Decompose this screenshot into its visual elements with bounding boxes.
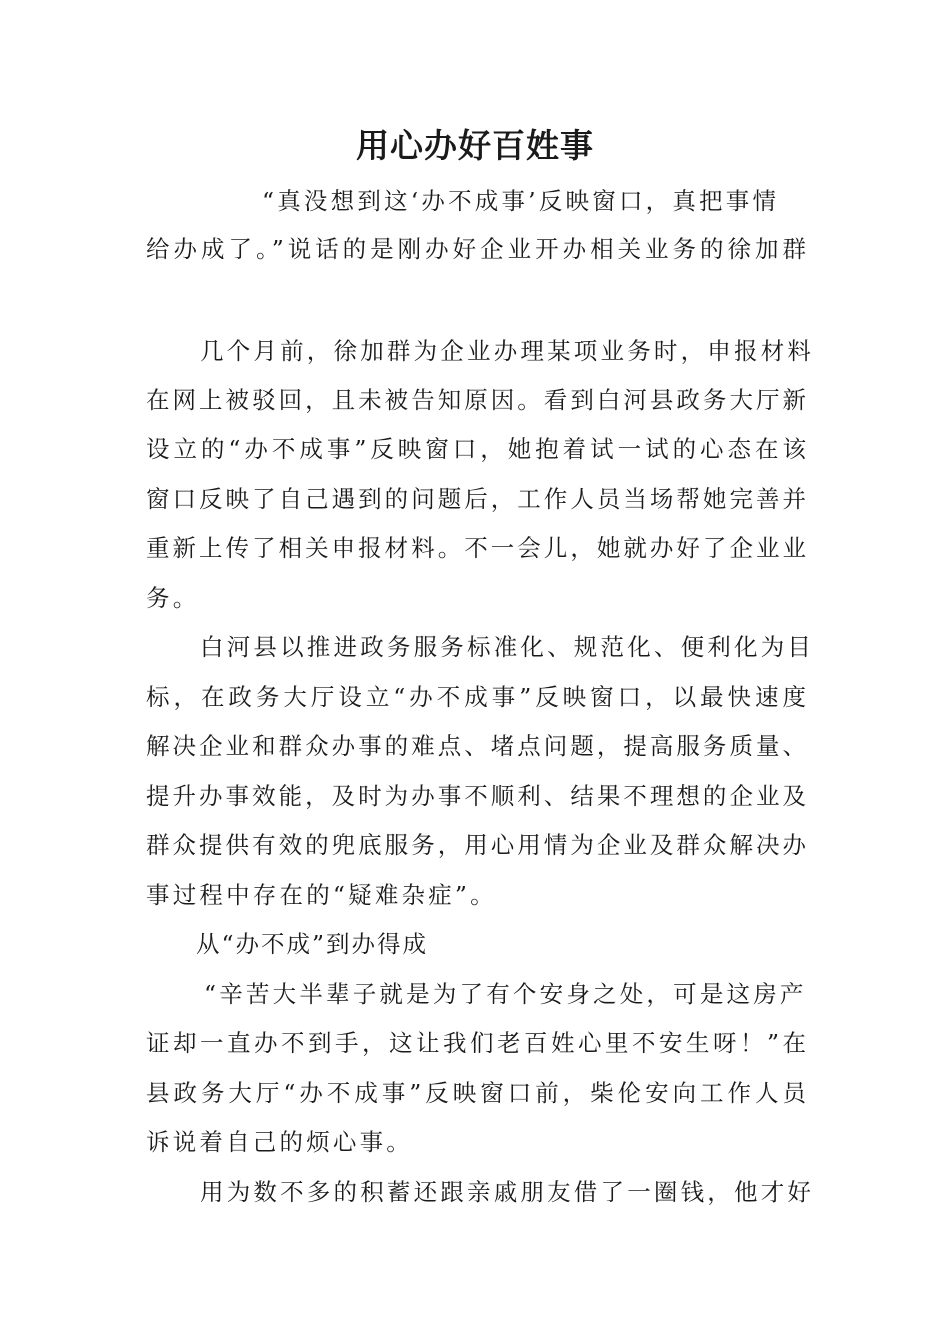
paragraph-line: 诉说着自己的烦心事。 bbox=[146, 1128, 413, 1156]
paragraph-line: 窗口反映了自己遇到的问题后，工作人员当场帮她完善并 bbox=[146, 485, 806, 513]
paragraph-line: “辛苦大半辈子就是为了有个安身之处，可是这房产 bbox=[204, 980, 807, 1008]
paragraph-line: 白河县以推进政务服务标准化、规范化、便利化为目 bbox=[200, 633, 815, 661]
paragraph-line: 重新上传了相关申报材料。不一会儿，她就办好了企业业 bbox=[146, 534, 806, 562]
paragraph-line: 事过程中存在的“疑难杂症”。 bbox=[146, 881, 497, 909]
paragraph-line: 提升办事效能，及时为办事不顺利、结果不理想的企业及 bbox=[146, 782, 806, 810]
paragraph-line: 设立的“办不成事”反映窗口，她抱着试一试的心态在该 bbox=[146, 435, 806, 463]
paragraph-line: 证却一直办不到手，这让我们老百姓心里不安生呀！”在 bbox=[146, 1029, 806, 1057]
paragraph-line: 务。 bbox=[146, 584, 200, 612]
paragraph-line: 县政务大厅“办不成事”反映窗口前，柴伦安向工作人员 bbox=[146, 1079, 806, 1107]
section-heading: 从“办不成”到办得成 bbox=[196, 930, 429, 958]
paragraph-line: 群众提供有效的兜底服务，用心用情为企业及群众解决办 bbox=[146, 831, 806, 859]
paragraph-line: 解决企业和群众办事的难点、堵点问题，提高服务质量、 bbox=[146, 732, 806, 760]
paragraph-line: 几个月前，徐加群为企业办理某项业务时，申报材料 bbox=[200, 337, 815, 365]
paragraph-line: 标，在政务大厅设立“办不成事”反映窗口，以最快速度 bbox=[146, 683, 806, 711]
paragraph-line: 在网上被驳回，且未被告知原因。看到白河县政务大厅新 bbox=[146, 386, 806, 414]
paragraph-line: 给办成了。”说话的是刚办好企业开办相关业务的徐加群 bbox=[146, 235, 806, 263]
paragraph-line: 用为数不多的积蓄还跟亲戚朋友借了一圈钱，他才好 bbox=[200, 1178, 815, 1206]
paragraph-line: “真没想到这‘办不成事’反映窗口，真把事情 bbox=[262, 187, 780, 215]
article-title: 用心办好百姓事 bbox=[356, 126, 594, 165]
